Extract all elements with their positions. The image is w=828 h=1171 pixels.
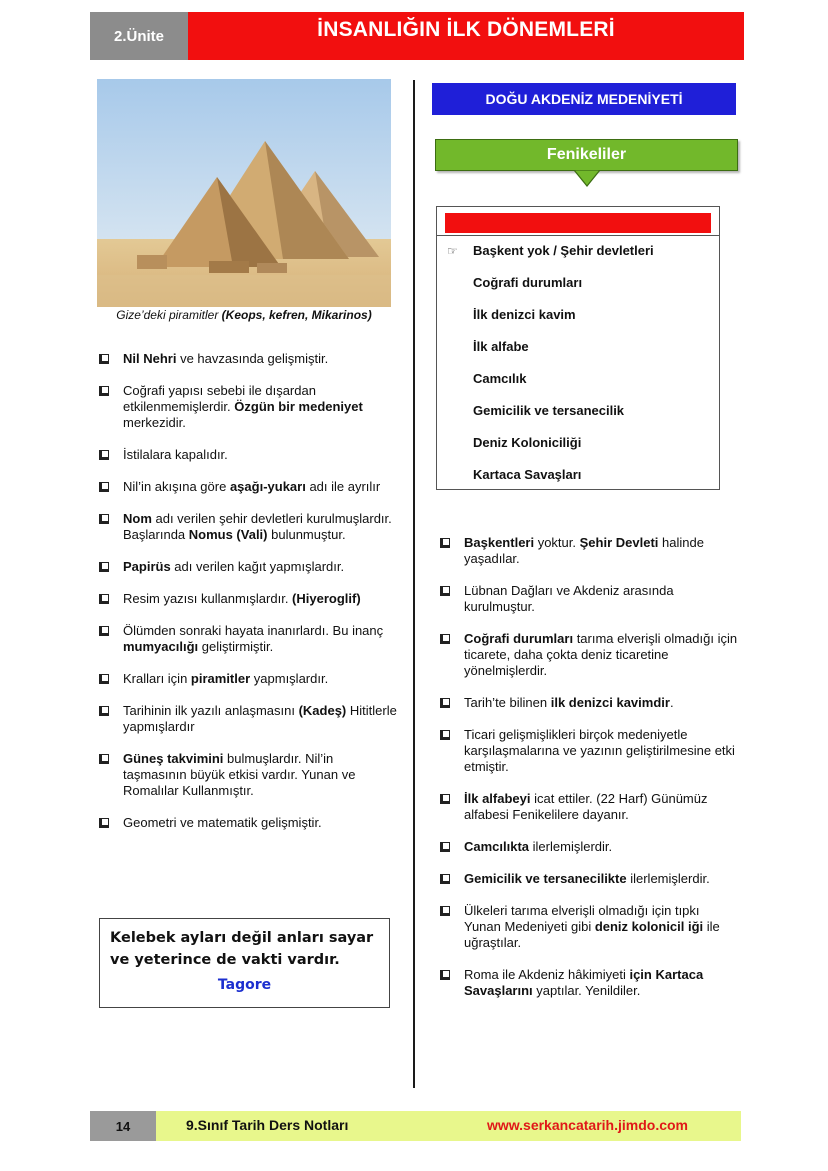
checkbox-bullet-icon	[440, 538, 450, 548]
page-title: İNSANLIĞIN İLK DÖNEMLERİ	[188, 12, 744, 60]
page-number: 14	[90, 1111, 156, 1141]
bold-text: Güneş takvimini	[123, 751, 224, 766]
list-item	[98, 351, 398, 367]
list-item	[439, 903, 739, 951]
bold-text: Başkentleri	[464, 535, 535, 550]
pointing-hand-icon: ☞	[447, 244, 458, 258]
text: geliştirmiştir.	[198, 639, 274, 654]
text: Resim yazısı kullanmışlardır.	[123, 591, 293, 606]
list-item	[98, 447, 398, 463]
bold-text: Özgün bir medeniyet	[234, 399, 363, 414]
summary-item	[437, 369, 654, 401]
checkbox-bullet-icon	[99, 754, 109, 764]
list-item	[98, 383, 398, 431]
text: adı ile ayrılır	[305, 479, 381, 494]
list-item	[439, 631, 739, 679]
list-item	[439, 695, 739, 711]
quote-box	[99, 918, 390, 1008]
checkbox-bullet-icon	[99, 594, 109, 604]
bold-text: İlk alfabeyi	[464, 791, 531, 806]
text: Ölümden sonraki hayata inanırlardı. Bu inanç	[123, 623, 384, 638]
list-item	[439, 535, 739, 567]
text: Tarih’te bilinen	[464, 695, 551, 710]
bold-text: Şehir Devleti	[579, 535, 659, 550]
checkbox-bullet-icon	[99, 626, 109, 636]
list-item	[98, 751, 398, 799]
quote-author: Tagore	[217, 977, 272, 993]
list-item	[98, 559, 398, 575]
text: Geometri ve matematik gelişmiştir.	[123, 815, 322, 830]
unit-badge: 2.Ünite	[90, 12, 188, 60]
summary-item-label: Başkent yok / Şehir devletleri	[473, 243, 654, 258]
summary-list	[437, 241, 654, 497]
text: Tarihinin ilk yazılı anlaşmasını	[123, 703, 299, 718]
list-item	[439, 583, 739, 615]
checkbox-bullet-icon	[440, 698, 450, 708]
text: yaptılar. Yenildiler.	[532, 983, 641, 998]
bold-text: aşağı-yukarı	[229, 479, 306, 494]
text: adı verilen kağıt yapmışlardır.	[170, 559, 345, 574]
checkbox-bullet-icon	[99, 706, 109, 716]
text: Kralları için	[123, 671, 191, 686]
caption-text: Gize’deki piramitler	[116, 308, 222, 322]
text: ilerlemişlerdir.	[626, 871, 710, 886]
column-divider	[413, 80, 415, 1088]
text: yoktur.	[534, 535, 580, 550]
text: tarıma elverişli olmadığı için ticarete, daha çokta deniz ticaretine yönelmişlerdir.	[464, 631, 738, 678]
text: merkezidir.	[123, 415, 186, 430]
list-item	[98, 479, 398, 495]
checkbox-bullet-icon	[440, 730, 450, 740]
list-item	[439, 727, 739, 775]
bold-text: Coğrafi durumları	[464, 631, 574, 646]
footer-url[interactable]: www.serkancatarih.jimdo.com	[487, 1117, 688, 1133]
text: ile uğraştılar.	[464, 919, 720, 950]
bold-text: Papirüs	[123, 559, 171, 574]
list-item	[98, 511, 398, 543]
text: icat ettiler. (22 Harf) Günümüz alfabesi Fenikelilere dayanır.	[464, 791, 708, 822]
list-item	[98, 623, 398, 655]
summary-item	[437, 241, 654, 273]
bold-text: deniz kolonicil iği	[594, 919, 704, 934]
checkbox-bullet-icon	[99, 818, 109, 828]
list-item	[439, 839, 739, 855]
list-item	[98, 703, 398, 735]
list-item	[439, 967, 739, 999]
list-item	[439, 791, 739, 823]
checkbox-bullet-icon	[99, 450, 109, 460]
summary-item-label: Camcılık	[473, 371, 527, 386]
down-arrow-icon	[570, 170, 604, 188]
checkbox-bullet-icon	[99, 562, 109, 572]
bold-text: mumyacılığı	[123, 639, 199, 654]
summary-item-label: Coğrafi durumları	[473, 275, 583, 290]
footer-title: 9.Sınıf Tarih Ders Notları	[186, 1117, 349, 1133]
bold-text: Nomus (Vali)	[188, 527, 268, 542]
summary-item	[437, 401, 654, 433]
checkbox-bullet-icon	[440, 842, 450, 852]
text: .	[669, 695, 674, 710]
bold-text: (Hiyeroglif)	[292, 591, 361, 606]
text: Ticari gelişmişlikleri birçok medeniyetle karşılaşmalarına ve yazının geliştirilmesine etki etmiştir.	[464, 727, 735, 774]
bold-text: için Kartaca Savaşlarını	[464, 967, 704, 998]
summary-box	[436, 206, 720, 490]
text: İstilalara kapalıdır.	[123, 447, 228, 462]
text: bulmuşlardır. Nil’in taşmasının büyük etkisi vardır. Yunan ve Romalılar Kullanmıştır.	[123, 751, 356, 798]
summary-item-label: İlk alfabe	[473, 339, 529, 354]
text: yapmışlardır.	[250, 671, 329, 686]
section-title: DOĞU AKDENİZ MEDENİYETİ	[432, 83, 736, 115]
text: ilerlemişlerdir.	[529, 839, 613, 854]
summary-header-line	[437, 235, 719, 236]
summary-item-label: Deniz Koloniciliği	[473, 435, 582, 450]
text: Nil’in akışına göre	[123, 479, 230, 494]
list-item	[98, 815, 398, 831]
text: Hititlerle yapmışlardır	[123, 703, 397, 734]
checkbox-bullet-icon	[99, 674, 109, 684]
checkbox-bullet-icon	[99, 482, 109, 492]
pyramids-photo	[97, 79, 391, 307]
bold-text: Nil Nehri	[123, 351, 177, 366]
photo-caption	[97, 308, 391, 322]
summary-header-bar	[445, 213, 711, 233]
checkbox-bullet-icon	[99, 514, 109, 524]
summary-item	[437, 305, 654, 337]
text: bulunmuştur.	[267, 527, 346, 542]
checkbox-bullet-icon	[440, 970, 450, 980]
checkbox-bullet-icon	[99, 386, 109, 396]
text: Roma ile Akdeniz hâkimiyeti	[464, 967, 630, 982]
caption-bold: (Keops, kefren, Mikarinos)	[221, 308, 372, 322]
text: adı verilen şehir devletleri kurulmuşlardır. Başlarında	[123, 511, 392, 542]
text: Coğrafi yapısı sebebi ile dışardan etkilenmemişlerdir.	[123, 383, 316, 414]
bold-text: Camcılıkta	[464, 839, 530, 854]
text: ve havzasında gelişmiştir.	[176, 351, 329, 366]
egypt-facts-list	[98, 351, 398, 847]
text: Ülkeleri tarıma elverişli olmadığı için tıpkı Yunan Medeniyeti gibi	[464, 903, 700, 934]
checkbox-bullet-icon	[440, 874, 450, 884]
checkbox-bullet-icon	[99, 354, 109, 364]
summary-item	[437, 337, 654, 369]
text: Lübnan Dağları ve Akdeniz arasında kurulmuştur.	[464, 583, 674, 614]
summary-item-label: Gemicilik ve tersanecilik	[473, 403, 625, 418]
bold-text: piramitler	[190, 671, 251, 686]
quote-text: Kelebek ayları değil anları sayar ve yeterince de vakti vardır.	[110, 930, 374, 968]
summary-item	[437, 465, 654, 497]
phoenicians-banner: Fenikeliler	[435, 139, 738, 171]
bold-text: Nom	[123, 511, 152, 526]
summary-item	[437, 433, 654, 465]
phoenician-facts-list	[439, 535, 739, 1015]
summary-item-label: İlk denizci kavim	[473, 307, 576, 322]
list-item	[98, 671, 398, 687]
checkbox-bullet-icon	[440, 586, 450, 596]
checkbox-bullet-icon	[440, 794, 450, 804]
bold-text: ilk denizci kavimdir	[550, 695, 670, 710]
list-item	[98, 591, 398, 607]
list-item	[439, 871, 739, 887]
checkbox-bullet-icon	[440, 634, 450, 644]
bold-text: (Kadeş)	[298, 703, 347, 718]
checkbox-bullet-icon	[440, 906, 450, 916]
bold-text: Gemicilik ve tersanecilikte	[464, 871, 627, 886]
summary-item-label: Kartaca Savaşları	[473, 467, 582, 482]
summary-item	[437, 273, 654, 305]
text: halinde yaşadılar.	[464, 535, 704, 566]
